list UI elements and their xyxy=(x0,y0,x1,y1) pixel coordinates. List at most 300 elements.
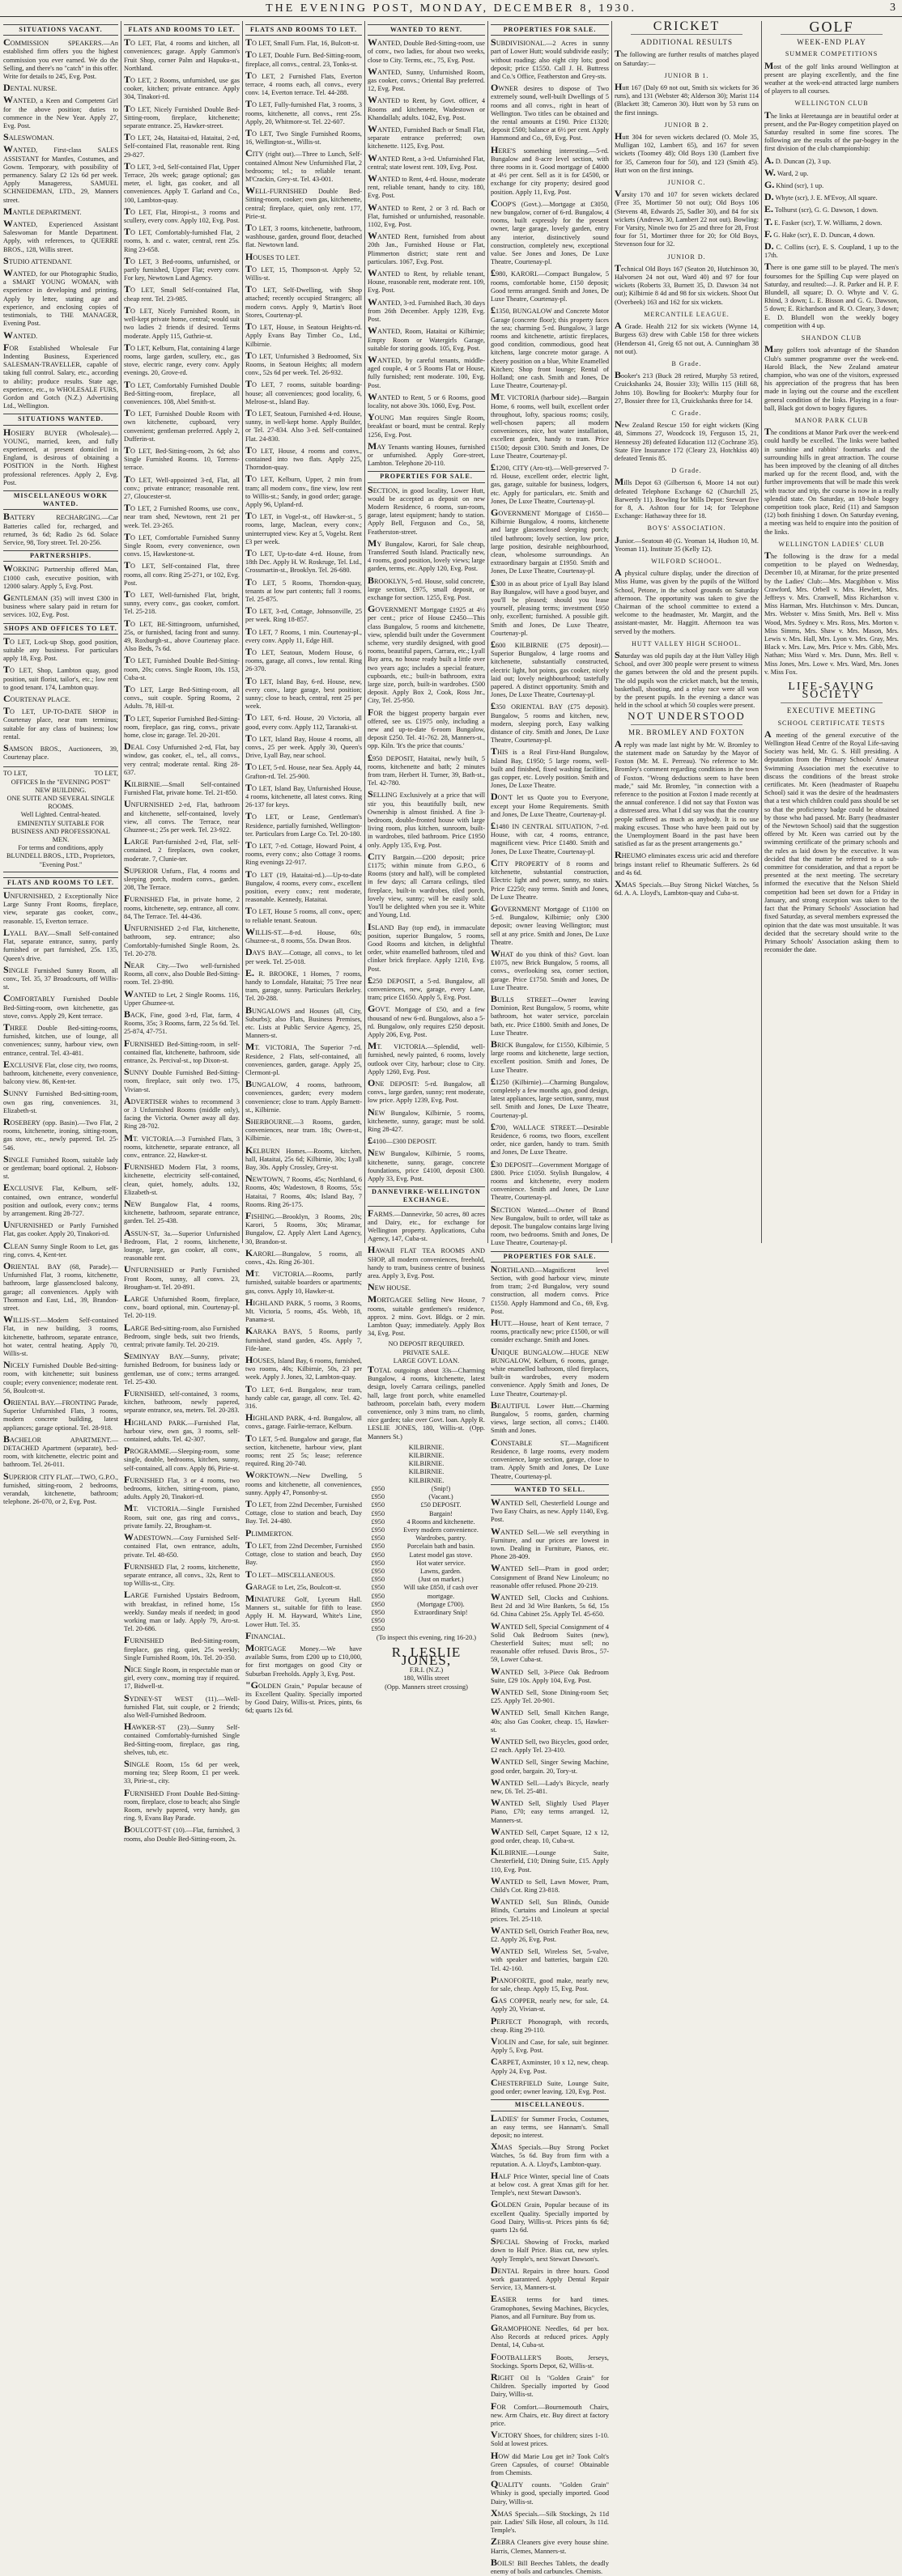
listing-line: Every modern convenience. xyxy=(401,1526,482,1534)
classified-ad: TO LET, House, in Seatoun Heights-rd. Apply Evans Bay Timber Co., Ltd., Kilbirnie. xyxy=(245,322,362,349)
classified-ad: GARAGE to Let, 25s, Boulcott-st. xyxy=(245,1582,362,1592)
classified-ad: FURNISHED Flat, 2 rooms, kitchenette, separate entrance, all convs., 32s, Rent to top Willis-st., City. xyxy=(124,1562,240,1589)
article-subheading: WELLINGTON CLUB xyxy=(764,100,899,108)
classified-ad: SUNNY Furnished Bed-sitting-room, own gas ring, conveniences. 31, Elizabeth-st. xyxy=(3,1089,118,1115)
classified-ad: TO LET, 24s, Hataitai-rd, Hataitai, 2-rd, Self-contained Flat, reasonable rent. Ring 29-827. xyxy=(124,133,240,159)
classified-ad: GOVERNMENT Mortgage of £1100 on 5-rd. Bungalow, Kilbirnie; only £300 deposit; owner leaving Wellington; must sell at any price. Smith and Jones, De Luxe Theatre. xyxy=(491,904,609,947)
classified-ad: CLEAN Sunny Single Room to Let, gas ring, convs. 4, Kent-ter. xyxy=(3,1241,118,1259)
classified-ad: RHEUMO eliminates excess uric acid and therefore brings instant relief to Rheumatic Sufferers. 2s 6d and 4s 6d. xyxy=(615,851,759,877)
ad-list xyxy=(491,38,609,1247)
classified-ad: TO LET, or Lease, Gentleman's Residence, partially furnished, Wellington-ter. Particulars from Large Co. Tel. 20-180. xyxy=(245,812,362,838)
classified-ad: SECTION, in good locality, Lower Hutt, would be accepted as deposit on new Modern Residence, 6 rooms, sun-room, garage, latest equipment; handy to station. Apply Bell, Ferguson and Co., 58, Featherston-street. xyxy=(368,486,485,537)
results-subheading: B Grade. xyxy=(615,360,759,368)
classified-ad: FINANCIAL. xyxy=(245,1632,362,1641)
classified-ad: WANTED Sell, Wireless Set, 5-valve, with speaker and batteries, bargain £20. Tel. 42-160. xyxy=(491,1946,609,1973)
classified-ad: TO LET, Flat, 4 rooms and kitchen, all conveniences; garage. Apply Gammon's Fruit Shop, corner Palm and Hapuku-st., Northland. xyxy=(124,38,240,73)
classified-ad: SUBDIVISIONAL.—2 Acres in sunny part of Lower Hutt; would subdivide easily; without roading; also eight city lots; good deposit; price £1550. Call J. H. Buttress and Co.'s Office, Featherston and Grey-sts. xyxy=(491,38,609,81)
page-number: 3 xyxy=(890,2,896,15)
column-golf xyxy=(764,21,899,1243)
classified-ad: WHAT do you think of this? Govt. loan £1075, new Brick Bungalow, 5 rooms, all convs., overlooking sea, corner section, garage. Price £1750. Smith and Jones, De Luxe Theatre. xyxy=(491,949,609,992)
classified-ad: TO LET, Comfortably-furnished Flat, 2 rooms, h. and c. water, central, rent 25s. Ring 23-658. xyxy=(124,227,240,254)
classified-ad: FURNISHED Modern Flat, 3 rooms, kitchenette, electricity self-contained, clean, quiet, homely, adults. 132, Elizabeth-st. xyxy=(124,1162,240,1197)
listing-line: Hot water service. xyxy=(401,1560,482,1568)
classified-ad: UNFURNISHED 2-rd, Flat, bathroom and kitchenette, self-contained, lovely view, all convs. The Terrace, near Ghuznee-st.; 25s per week. Tel. 23-922. xyxy=(124,800,240,834)
classified-ad: £600 KILBIRNIE (£75 deposit).—Superior Bungalow, 4 large rooms and kitchenette, substantially constructed, electric light, hot points, gas cooker, nicely laid out; lovely neighbourhood; tastefully papered. A distinct opportunity. Smith and Jones, De Luxe Theatre, Courtenay-pl. xyxy=(491,640,609,699)
classified-ad: £30 DEPOSIT—Government Mortgage of £800. Price £1050. Stylish Bungalow, 4 rooms and kitchenette, every modern convenience. Smith and Jones, De Luxe Theatre, Courtenay-pl. xyxy=(491,1160,609,1203)
classified-ad: TO LET, 3-rd, Self-contained Flat, Upper Terrace, 20s week; garage optional; gas meter, el. light, gas cooker, and all conveniences. Apply T. Garland and Co., 100, Lambton-quay. xyxy=(124,162,240,205)
classified-ad: TO LET, Small Furn. Flat, 16, Bulcott-st. xyxy=(245,38,362,48)
listing-line: £950 xyxy=(372,1551,396,1560)
classified-ad: GOVT. Mortgage of £50, and a few thousand of new 6-rd. Bungalows, also a 5-rd. Bungalow, only requires £250 deposit. Apply 206, Evg. Post. xyxy=(368,1004,485,1039)
kilbirnie-listing xyxy=(368,1444,485,1691)
classified-ad: SUPERIOR CITY FLAT.—TWO, G.P.O., furnished, sitting-room, 2 bedrooms, verandah, kitchenette, bathroom; telephone. 26-070, or 2, Evg. Post. xyxy=(3,1472,118,1507)
section-heading: SHOPS AND OFFICES TO LET. xyxy=(3,623,118,634)
classified-ad: TO LET, Self-Dwelling, with Shop attached; recently occupied Strangers; all modern convs. Apply 9, Martin's Boot Stores, Courtenay-pl. xyxy=(245,285,362,320)
classified-ad: WANTED Sell, Sun Blinds, Outside Blinds, Curtains and Linoleum at special prices. Tel. 25-110. xyxy=(491,1897,609,1924)
classified-ad: CARPET, Axminster, 10 x 12, new, cheap. Apply 24, Evg. Post. xyxy=(491,2057,609,2075)
classified-ad: MY Bungalow, Karori, for Sale cheap, Transferred South Island. Practically new, 4 rooms, good position, lovely views; large garden, terms, etc. Apply 120, Evg. Post. xyxy=(368,539,485,574)
golf-subtitle: WEEK-END PLAY xyxy=(764,38,899,46)
classified-ad: WANTED, Experienced Assistant Saleswoman for Mantle Department. Apply, with references, to QUERRE BROS., 128, Willis street. xyxy=(3,219,118,254)
ad-list xyxy=(491,1498,609,1845)
section-heading: MISCELLANEOUS. xyxy=(491,2099,609,2111)
listing-line: £950 xyxy=(372,1518,396,1526)
classified-ad: FURNISHED Bed-Sitting-room, in self-contained flat, kitchenette, bathroom, side entrance, 2s. Percival-st., top Dixon-st. xyxy=(124,1039,240,1066)
column-rule xyxy=(364,21,365,1243)
classified-ad: WANTED, First-class SALES ASSISTANT for Mantles, Costumes, and Gowns. Temporary, with possibility of permanency. Salary £2 12s 6d per week. Apply Manageress, SAMUEL SCHNEIDEMAN, LTD., 29, Manners street. xyxy=(3,145,118,204)
classified-ad: EXCLUSIVE Flat, close city, two rooms, bathroom, kitchenette, every convenience, balcony view. 86, Kent-ter. xyxy=(3,1060,118,1087)
section-heading: MISCELLANEOUS WORK WANTED. xyxy=(3,490,118,510)
cricket-title: CRICKET xyxy=(615,23,759,31)
classified-ad: COURTENAY PLACE. xyxy=(3,694,118,704)
to-let-right: TO LET, xyxy=(94,770,118,778)
classified-ad: NEAR City.—Two well-furnished Rooms, all conv., also Double Bed-Sitting-room. Tel. 23-890. xyxy=(124,961,240,987)
section-heading: FLATS AND ROOMS TO LET. xyxy=(3,877,118,889)
article-text: Most of the golf links around Wellington at present are playing excellently, and the fine weather at the week-end attracted large numbers of players to all courses. xyxy=(764,62,899,96)
ad-list xyxy=(3,564,118,619)
classified-ad: HOUSES, Island Bay, 6 rooms, furnished, two rooms, 40s; Kilbirnie, 50s, 23 per week. Apply J. Jones, 32, Lambton-quay. xyxy=(245,1356,362,1382)
classified-ad: WANTED to Rent, 4-rd. House, moderate rent, reliable tenant, handy to city. 180, Evg. Post. xyxy=(368,174,485,201)
listing-line: £950 xyxy=(372,1485,396,1493)
classified-ad: KARAKA BAYS, 5 Rooms, partly furnished, stand garden, 45s. Apply 7, Fife-lane. xyxy=(245,1326,362,1353)
results-subheading: C Grade. xyxy=(615,410,759,418)
classified-ad: TO LET (19, Hataitai-rd.).—Up-to-date Bungalow, 4 rooms, every conv., excellent position, every conv.; rent moderate, reasonable. Kennedy, Hataitai. xyxy=(245,870,362,905)
listing-line: KILBIRNIE. xyxy=(368,1452,485,1460)
ad-list xyxy=(3,38,118,410)
section-heading: WANTED TO SELL. xyxy=(491,1484,609,1496)
classified-ad: WANTED to Rent, 2 or 3 rd. Bach or Flat, furnished or unfurnished, reasonable. 1102, Evg. Post. xyxy=(368,203,485,230)
classified-ad: FURNISHED Front Double Bed-Sitting-room, fireplace, close to beach; also Single Room, newly papered, very handy, gas ring. 9, Evans Bay Parade. xyxy=(124,1789,240,1823)
classified-ad: BRICK Bungalow, for £1550, Kilbirnie, 5 large rooms and kitchenette, large section, excellent position. Smith and Jones, De Luxe Theatre. xyxy=(491,1040,609,1075)
offices-line: For terms and conditions, apply BLUNDELL BROS., LTD., Proprietors, "Evening Post." xyxy=(3,844,118,869)
classified-ad: WANTED to Rent, by reliable tenant, House, reasonable rent, moderate rent. 109, Evg. Post. xyxy=(368,269,485,295)
classified-ad: BACK, Fine, good 3-rd, Flat, farm, 4 Rooms, 35s; 3 Rooms, farm, 22 5s 6d. Tel. 25-874, 47-751. xyxy=(124,1010,240,1037)
classified-ad: WORKTOWN.—New Dwelling, 5 rooms and kitchenette, all conveniences, sunny. Apply 47, Ponsonby-st. xyxy=(245,1470,362,1497)
classified-ad: GOLDEN Grain, Popular because of its excellent Quality. Specially imported by Good Dairy, Willis-st. Prices pints 6s 6d; quarts 12s 6d. xyxy=(491,2200,609,2234)
results-text: Hutt 167 (Daly 69 not out, Smith six wickets for 36 runs), and 131 (Webster 48; Alderson 30); Marist 114 (Blackett 38; Cameron 30). Hutt won by 53 runs on the first innings. xyxy=(615,83,759,117)
to-let-left: TO LET, xyxy=(3,770,28,778)
column-flats-houses xyxy=(245,21,362,1243)
classified-ad: TO LET, 7-rd. Cottage, Howard Point, 4 rooms, every conv.; also Cottage 3 rooms. Ring evenings 22-917. xyxy=(245,841,362,868)
listing-line: 4 Rooms and kitchenette. xyxy=(401,1518,482,1526)
classified-ad: TO LET, in Vogel-st., off Hawker-st., 5 rooms, large, Maclean, every conv.; uninterrupted view. Key at 5, Vogelst. Rent £3 per week. xyxy=(245,511,362,546)
classified-ad: ASSUN-ST, 3a.—Superior Unfurnished Bedroom, Flat, 2 rooms, kitchenette, lounge, large, gas cooker, all conv., reasonable rent. xyxy=(124,1229,240,1263)
results-subheading: JUNIOR C. xyxy=(615,179,759,187)
classified-ad: UNFURNISHED or Partly Furnished Flat, gas cooker. Apply 20, Tinakori-rd. xyxy=(3,1220,118,1238)
article-text: There is one game still to be played. The men's foursomes for the Spilling Cup were played on Saturday, and resulted:—J. R. Parker and H. P. F. Blundell, all square; D. O. Whyte and V. G. Rhind, 3 down; L. E. Bisson and G. G. Dawson, 5 down; E. Richardson and R. O. Cleary, 3 down; E. D. Blundell won the weekly bogey competition with 4 up. xyxy=(764,262,899,330)
classified-ad: TO LET, 3-rd, Cottage, Johnsonville, 25 per week. Ring 18-857. xyxy=(245,606,362,624)
classified-ad: CITY (right out).—Three to Lunch, Self-contained Almost New Unfurnished Flat, 2 bedrooms; tel.; to reliable tenant. M'Crackin, Grey-st. Tel. 43-001. xyxy=(245,149,362,184)
column-rule xyxy=(242,21,243,1243)
classified-ad: £4100—£300 DEPOSIT. xyxy=(368,1136,485,1146)
results-text: Mills Depot 63 (Gilbertson 6, Moore 14 not out) defeated Telephone Exchange 62 (Churchill 25, Barwertly 11). Bowling for Mills Depot: Stewart five for 8, A. Ashton four for 14; for Telephone Exchange: Hathaway three for 18. xyxy=(615,477,759,520)
listing-line: £950 xyxy=(372,1560,396,1568)
classified-ad: TO LET, Kelburn, Flat, containing 4 large rooms, large garden, scullery, etc., gas stove, electric range, every conv. Apply evenings. 20, Grove-rd. xyxy=(124,343,240,378)
results-subheading: D Grade. xyxy=(615,467,759,475)
classified-ad: XMAS Specials.—Silk Stockings, 2s 11d pair. Ladies' Silk Hose, all colours, 3s 11d. Temple's. xyxy=(491,2509,609,2536)
classified-ad: WANTED, a Keen and Competent Girl for the above position; duties to commence in the New Year. Apply 27, Evg. Post. xyxy=(3,95,118,130)
article-text: A physical culture display, under the direction of Miss Hume, was given by the pupils of the Wilford School, Petone, in the school grounds on Saturday afternoon. The opportunity was taken to give the Chairman of the school committee to extend a welcome to the headmaster, Mr. Margitt, and the assistant-master, Mr. Haggitt. Afternoon tea was served by the mothers. xyxy=(615,568,759,636)
classified-ad: D. C. Collins (scr), E. S. Coupland, 1 up to the 17th. xyxy=(764,242,899,260)
classified-ad: TO LET, House 5 rooms, all conv., open; to reliable tenant. Seatoun. xyxy=(245,906,362,924)
classified-ad: NEW HOUSE. xyxy=(368,1283,485,1292)
classified-ad: FOR the biggest property bargain ever offered, see us. £1975 only, including a new and up-to-date 6-room Bungalow, deposit £250. Tel. 41-762. 28, Manners-st., opp. Kiln. 'It's the price that counts.' xyxy=(368,708,485,751)
classified-ad: TO LET, Flat, Hiropi-st., 3 rooms and scullery, every conv. Apply 102, Evg. Post. xyxy=(124,207,240,225)
classified-ad: THIS is a Real First-Hand Bungalow, Island Bay, £1950; 5 large rooms, well-built and finished, fixed washing facilities, gas copper, etc. Lovely position. Smith and Jones, De Luxe Theatre. xyxy=(491,747,609,790)
classified-ad: FURNISHED Flat, 3 or 4 rooms, two bedrooms, kitchen, sitting-room, piano, adults. Apply 20, Tinakori-rd. xyxy=(124,1475,240,1502)
article-subheading: SCHOOL CERTIFICATE TESTS xyxy=(764,719,899,728)
classified-ad: TO LET, Nicely Furnished Room, in well-kept private home, central; would suit two ladies 2 friends if desired. Terms moderate. Apply 115, Guthrie-st. xyxy=(124,306,240,341)
listing-line: £950 xyxy=(372,1601,396,1609)
classified-ad: MT. VICTORIA.—Splendid, well-furnished, newly painted, 6 rooms, lovely outlook over City, harbour; close to City. Apply 1260, Evg. Post. xyxy=(368,1042,485,1076)
classified-ad: TO LET, Nicely Furnished Double Bed-Sitting-room, fireplace, kitchenette; separate entrance. 25, Hawker-street. xyxy=(124,104,240,131)
classified-ad: SECTION Wanted.—Owner of Brand New Bungalow, built to order, will take as deposit. The bungalow contains large living room, two bedrooms. Smith and Jones, De Luxe Theatre, Courtenay-pl. xyxy=(491,1205,609,1248)
classified-ad: TO LET, Superior Furnished Bed-Sitting-room, fireplace, gas ring, convs., private home, close in; garage. Tel. 20-201. xyxy=(124,714,240,741)
classified-ad: COOP'S (Govt.).—Mortgage at £3050, new bungalow, corner of 6-rd. Bungalow, 4 rooms, built expressly for the present owner, large garage, lovely garden, entry any interior, distinctively sound construction, completely new, exceptional value. See Jones and Jones, De Luxe Theatre, Courtenay-pl. xyxy=(491,199,609,267)
classified-ad: TO LET, 3 Bed-rooms, unfurnished, or partly furnished, Upper Flat; every conv. For key, Newtown Land Agency. xyxy=(124,257,240,283)
classified-ad: TO LET, 5 Rooms, Thorndon-quay, tenants at low part contents; full 3 rooms. Tel. 25-875. xyxy=(245,578,362,605)
headline: NOT UNDERSTOOD xyxy=(615,712,759,720)
column-cricket xyxy=(615,21,759,1243)
classified-ad: NICE Single Room, in respectable man or girl, every conv., morning tray if required. 17, Bidwell-st. xyxy=(124,1665,240,1691)
cricket-subtitle: ADDITIONAL RESULTS xyxy=(615,38,759,46)
classified-ad: ZEBRA Cleaners give every house shine. Harris, Clemes, Manners-st. xyxy=(491,2537,609,2555)
classified-ad: KILBIRNIE.—Small Self-contained Furnished Flat, private home. Tel. 21-850. xyxy=(124,779,240,797)
offices-to-let-ad xyxy=(3,766,118,872)
article-subheading: MANOR PARK CLUB xyxy=(764,417,899,425)
classified-ad: WANTED Sell, Small Kitchen Range, 40s; also Gas Cooker, cheap. 15, Hawker-st. xyxy=(491,1708,609,1734)
section-heading: PROPERTIES FOR SALE. xyxy=(368,471,485,482)
classified-ad: £700, WALLACE STREET.—Desirable Residence, 6 rooms, two floors, excellent order, nice garden, handy to tram. Smith and Jones, De Luxe Theatre. xyxy=(491,1122,609,1157)
classified-ad: MT. VICTORIA (harbour side).—Bargain Home, 6 rooms, well built, excellent order throughout, lofty, spacious rooms; cosily, well-chosen papers; all modern conveniences, nice, hot water installation, excellent garden, handy to tram. Price £1500; deposit £300. Smith and Jones, De Luxe Theatre, Courtenay-pl. xyxy=(491,393,609,460)
article-text: Saturday was old pupils day at the Hutt Valley High School, and over 300 people were present to witness the games between the old and the present pupils. The old pupils won the cricket match, but the tennis, basketball, shooting, and a relay race were all won by the present pupils. In the evening a dance was held in the school at which 50 couples were present. xyxy=(615,651,759,710)
classified-ad: MANTLE DEPARTMENT. xyxy=(3,207,118,217)
classified-ad: NEW Bungalow, Kilbirnie, 5 rooms, kitchenette, sunny, garage; must be sold. Ring 28-427. xyxy=(368,1108,485,1135)
listing-line: £50 DEPOSIT. xyxy=(401,1501,482,1509)
classified-ad: TO LET, Unfurnished 3 Bedroomed, Six Rooms, in Seatoun Heights; all modern conv., 52s 6d per week. Tel. 26-932. xyxy=(245,351,362,378)
classified-ad: EXCLUSIVE Flat, Kelburn, self-contained, own entrance, wonderful position and outlook, every conv.; terms by arrangement. Ring 28-727. xyxy=(3,1183,118,1218)
classified-ad: ONE DEPOSIT: 5-rd. Bungalow, all convs., large garden, sunny; rent moderate, low price. Apply 1239, Evg. Post. xyxy=(368,1079,485,1106)
ad-list xyxy=(245,38,362,1715)
agent-address: (Opp. Manners street crossing) xyxy=(368,1683,485,1691)
classified-ad: TO LET—MISCELLANEOUS. xyxy=(245,1570,362,1580)
classified-ad: DON'T let us Quote you to Everyone, except your Home Requirements. Smith and Jones, De Luxe Theatre, Courtenay-pl. xyxy=(491,792,609,819)
classified-ad: CITY Bargain.—£200 deposit; price £1175; within minute from G.P.O., 6 Rooms (story and half), will be completed in few days; all Carrara ceilings, tiled fireplace, built-in wardrobes, tiled porch, lovely view, sunny; will be easily sold. You'll be delighted when you see it. White and Young, Ltd. xyxy=(368,852,485,920)
classified-ad: MT. VICTORIA, The Superior 7-rd. Residence, 2 Flats, self-contained, all conveniences, garden, garage. Apply 25, Clermont-pl. xyxy=(245,1042,362,1077)
listing-line: £950 xyxy=(372,1568,396,1576)
golf-title: GOLF xyxy=(764,23,899,31)
classified-ad: FURNISHED Flat, in private home, 2 rooms, kitchenette, sep. entrance, all conv. 84, The Terrace. Tel. 44-436. xyxy=(124,894,240,921)
classified-ad: SYDNEY-ST WEST (11).—Well-furnished Flat, suit couple, or 2 friends; also Well-Furnished Bedroom. xyxy=(124,1694,240,1721)
classified-ad: FISHING.—Brooklyn, 3 Rooms, 20s; Karori, 5 Rooms, 30s; Miramar, Bungalow, £2. Apply Alert Land Agency, 30, Brandon-st. xyxy=(245,1212,362,1246)
results-text: New Zealand Rescue 150 for eight wickets (King 48, Simmons 27, Woodcock 19, Ferguson 15, 21, Hennessy 28) defeated Education 112 (Cochrane 35). State Fire Insurance 172 (Cleary 23, Hotchkiss 40) defeated Tennis 85. xyxy=(615,420,759,463)
listing-line: Wardrobes, pantry. xyxy=(401,1534,482,1543)
headline: LIFE-SAVING SOCIETY xyxy=(764,683,899,699)
classified-ad: TO LET, from 22nd December, Furnished Cottage, close to station and beach, Day Bay. Tel. 24-480. xyxy=(245,1500,362,1526)
classified-ad: WANTED Rent, a 3-rd. Unfurnished Flat, central; state lowest rent. 109, Evg. Post. xyxy=(368,154,485,172)
agent-reg: F.R.I. (N.Z.) xyxy=(368,1666,485,1674)
ad-list xyxy=(124,38,240,1844)
classified-ad: WANTED, Double Bed-Sitting-room, use of conv., two ladies, for about two weeks, close to City. Terms, etc., 75, Evg. Post. xyxy=(368,38,485,65)
section-heading: FLATS AND ROOMS TO LET. xyxy=(245,24,362,36)
classified-ad: TO LET, Island Bay, House 4 rooms, all convs., 25 per week. Apply 30, Queen's Drive, Lyall Bay, near school. xyxy=(245,734,362,761)
ad-list xyxy=(368,38,485,468)
classified-ad: £1480 IN CENTRAL SITUATION, 7-rd. House, with car, 4 rooms, entrance, magnificent view. Price £1480. Smith and Jones, De Luxe Theatre, Courtenay-pl. xyxy=(491,821,609,856)
listing-line: £950 xyxy=(372,1534,396,1543)
classified-ad: TO LET, from 22nd December, Furnished Cottage, close to station and beach, Day Bay. xyxy=(245,1541,362,1568)
results-subheading: MERCANTILE LEAGUE. xyxy=(615,311,759,319)
results-subheading: JUNIOR B 2. xyxy=(615,121,759,129)
listing-line: Will take £850, if cash over mortgage. xyxy=(401,1584,482,1600)
classified-ad: TO LET, 3 rooms, kitchenette, bathroom, washhouse, garden, ground floor, detached flat. Newtown land. xyxy=(245,223,362,250)
classified-ad: OWNER desires to dispose of Two extremely sound, well-built Dwellings of 5 rooms and all convs., right in heart of Wellington. Two titles can be obtained and the rental amounts at £190. Price £1320; deposit £500; balance at 6½ per cent. Apply Hammond and Co., 69, Evg. Post. xyxy=(491,83,609,142)
classified-ad: UNIQUE BUNGALOW.—HUGE NEW BUNGALOW, Kelburn, 6 rooms, garage, white enamelled bathroom, tiled fireplaces, built-in wardrobes, every modern convenience. Apply Smith and Jones, De Luxe Theatre, Courtenay-pl. xyxy=(491,1347,609,1398)
ad-list xyxy=(491,1265,609,1481)
classified-ad: LARGE Part-furnished 2-rd, Flat, self-contained, 2 fireplaces, own cooker, moderate. 7, Clunie-ter. xyxy=(124,837,240,864)
classified-ad: VIOLIN and Case, for sale, suit beginner. Apply 5, Evg. Post. xyxy=(491,2037,609,2055)
classified-ad: £250 DEPOSIT, a 5-rd. Bungalow, all conveniences, new, garage, every Lane, tram; price £1650. Apply 5, Evg. Post. xyxy=(368,976,485,1003)
classified-ad: DAYS BAY.—Cottage, all convs., to let per week. Tel. 25-018. xyxy=(245,948,362,965)
classified-ad: TO LET, Furnished Double Room with own kitchenette, cupboard, very convenient; gentleman preferred. Apply 2, Dufferin-st. xyxy=(124,409,240,443)
classified-ad: TO LET, Kelburn, Upper, 2 min from tram; all modern conv., fine view, low rent to Willis-st.; Sandy, in good order; garage. Apply 96, Upland-rd. xyxy=(245,474,362,509)
ad-list xyxy=(3,637,118,762)
classified-ad: WANTED Sell, Chesterfield Lounge and Two Easy Chairs, as new. Apply 1140, Evg. Post. xyxy=(491,1498,609,1525)
classified-ad: SHERBOURNE.—3 Rooms, garden, conveniences, near tram. 18s; Owen-st., Kilbirnie. xyxy=(245,1117,362,1144)
headline-sub: EXECUTIVE MEETING xyxy=(764,707,899,715)
listing-line: (Just on market.) xyxy=(401,1576,482,1584)
classified-ad: TO LET, 6-rd. Bungalow, near tram, handy cable car, garage, all conv. Tel. 42-316. xyxy=(245,1385,362,1411)
classified-ad: CHESTERFIELD Suite, Lounge Suite, good order; owner leaving. 120, Evg. Post. xyxy=(491,2078,609,2096)
listing-body: TOTAL outgoings about 33s—Charming Bungalow, 4 rooms, kitchenette, latest design, lovely Carrara ceilings, panelled hall, large front porch, white enamelled bathroom, porcelain bath, every modern convenience, only 3 mins tram, no climb, nice garden; take over Govt. loan. Apply R. LESLIE JONES, 180, Willis-st. (Opp. Manners St.) xyxy=(368,1365,485,1441)
classified-ad: TO LET, 2 Furnished Rooms, use conv., near tram shed, Newtown, rent 21 per week. Tel. 23-265. xyxy=(124,503,240,530)
listing-line: £950 xyxy=(372,1526,396,1534)
results-subheading: JUNIOR D. xyxy=(615,253,759,261)
classified-ad: TO LET, Two Single Furnished Rooms, 16, Wellington-st., Willis-st. xyxy=(245,129,362,146)
private-sale-line: PRIVATE SALE. xyxy=(368,1349,485,1357)
classified-ad: GRAMOPHONE Needles, 6d per box. Also Records at reduced prices. Apply Dental, 14, Cuba-st. xyxy=(491,2323,609,2350)
article-text: The following is the draw for a medal competition to be played on Wednesday, December 10, at Miramar, for the prize presented by the Ladies' Club:—Mrs. Macgibbon v. Miss Crawford, Mrs. Orbell v. Mrs. Hewlett, Mrs. Jeffreys v. Mrs. Cranwell, Miss Richardson v. Miss Harman, Mrs. Hutchinson v. Mrs. Duncan, Mrs. Webster v. Miss Smith, Mrs. Bell v. Miss Wood, Mrs. Sydney v. Mrs. Ross, Mrs. Morton v. Miss Simms, Mrs. Shaw v. Mrs. Mason, Mrs. Lewis v. Mrs. Hall, Mrs. Lyon v. Mrs. Gray, Mrs. Black v. Mrs. Law, Mrs. Price v. Mrs. Gibb, Mrs. Nathan; Miss Ward v. Mrs. Dunn, Mrs. Bell v. Miss Jones, Mrs. Lowe v. Mrs. Ward, Mrs. Jones v. Miss Fox. xyxy=(764,551,899,677)
classified-ad: MT. VICTORIA.—Rooms, partly furnished, suitable boarders or apartments; gas, convs. Apply 10, Hawker-st. xyxy=(245,1269,362,1296)
classified-ad: CITY PROPERTY of 8 rooms and kitchenette, substantial construction, Electric light and power, sunny, no stairs. Price £2250; easy terms. Smith and Jones, De Luxe Theatre. xyxy=(491,859,609,902)
classified-ad: TO LET, Double Furn. Bed-Sitting-room, fireplace, all convs., central. 23, Tonks-st. xyxy=(245,50,362,68)
classified-ad: ORIENTAL BAY (68, Parade).—Unfurnished Flat, 3 rooms, kitchenette, bathroom, large glassenclosed balcony, garage; all conveniences. Apply with Thomson and East, Ltd., 39, Brandon-street. xyxy=(3,1262,118,1313)
classified-ad: UNFURNISHED or Partly Furnished Front Room, sunny, all convs. 23, Brougham-st. Tel. 20-891. xyxy=(124,1265,240,1292)
classified-ad: NORTHLAND.—Magnificent level Section, with good harbour view, minute from tram; 2-rd Bungalow, very sound construction, all modern convs. Price £1550. Apply Hammond and Co., 69, Evg. Post. xyxy=(491,1265,609,1316)
classified-ad: PERFECT Phonograph, with records, cheap. Ring 29-110. xyxy=(491,2017,609,2035)
classified-ad: LARGE Furnished Upstairs Bedroom, with breakfast, in refined home, 15s weekly. Sunday meals if needed; in good working man or lady. Apply 79, Aro-st. Tel. 20-686. xyxy=(124,1590,240,1633)
classified-ad: GOVERNMENT Mortgage of £1650—Kilbirnie Bungalow, 4 rooms, kitchenette and large glassenclosed sleeping porch; tiled bathroom; lovely section, low price, large position, desirable neighbourhood, clean, wholesome surroundings. An extraordinary bargain at £1950. Smith and Jones, De Luxe Theatre, Courtenay-pl. xyxy=(491,508,609,576)
classified-ad: KARORI.—Bungalow, 5 rooms, all convs., 42s. Ring 26-301. xyxy=(245,1249,362,1267)
classified-ad: HUTT.—House, heart of Kent terrace, 7 rooms, practically new; price £1500, or will consider exchange. Smith and Jones. xyxy=(491,1318,609,1345)
classified-ad: COMMISSION SPEAKERS.—An established firm offers you the highest commission you ever earned. We do the Selling, and there's no "catch" in this offer. Write for details to 245, Evg. Post. xyxy=(3,38,118,81)
classified-ad: WANTED Rent, furnished from about 20th Jan., Furnished House or Flat, Plimmerton district; state rent and particulars. 1067, Evg. Post. xyxy=(368,231,485,266)
article-text: The following are further results of matches played on Saturday:— xyxy=(615,49,759,67)
results-list xyxy=(764,156,899,261)
results-subheading: JUNIOR B 1. xyxy=(615,72,759,80)
article-subheading: WELLINGTON LADIES' CLUB xyxy=(764,541,899,549)
classified-ad: BULLS STREET—Owner leaving Dominion, Rest Bungalow, 5 rooms, white bathroom, hot water service, porcelain bath, etc. Price £1800. Smith and Jones, De Luxe Theatre. xyxy=(491,995,609,1038)
column-rule xyxy=(761,21,762,1243)
headline-sub: MR. BROMLEY AND FOXTON xyxy=(615,728,759,736)
classified-ad: WANTED Sell, Clocks and Cushions. Best 2d and 3d Wire Bankets, 5s 6d, 15s 6d. China Cabinet 25s. Apply Tel. 45-650. xyxy=(491,1593,609,1619)
classified-ad: ISLAND Bay (top end), in immaculate position, superior Bungalow, 5 rooms, Good Rooms and kitchen, in delightful order, white enamelled bathroom, tiled and clinker brick fireplace. Apply 1210, Evg. Post. xyxy=(368,923,485,974)
classified-ad: WANTED Sell, Stone Dining-room Set; £25. Apply Tel. 20-901. xyxy=(491,1687,609,1705)
classified-ad: FURNISHED, self-contained, 3 rooms, kitchen, bathroom, newly papered, separate entrance, sea, meters. Tel. 20-283. xyxy=(124,1389,240,1415)
section-heading: SITUATIONS VACANT. xyxy=(3,24,118,36)
section-heading: PARTNERSHIPS. xyxy=(3,550,118,562)
section-heading: PROPERTIES FOR SALE. xyxy=(491,1251,609,1263)
classified-ad: DEAL Cosy Unfurnished 2-rd, Flat, bay window, gas cooker, el., tel., all convs., very central; moderate rental. Ring 28-637. xyxy=(124,742,240,777)
classified-ad: E. Tolhurst (scr), G. G. Dawson, 1 down. xyxy=(764,205,899,214)
classified-ad: MINIATURE Golf, Lyceum Hall. Manners st., suitable for fifth to lease. Apply H. M. Hayward, White's Line, Lower Hutt. Tel. 35. xyxy=(245,1594,362,1629)
divider xyxy=(631,724,742,725)
classified-ad: TO LET, Fully-furnished Flat, 3 rooms, 3 rooms, kitchenette, all convs., rent 25s. Apply, 20, Whitmore-st. Tel. 22-607. xyxy=(245,100,362,126)
divider xyxy=(781,702,883,703)
listing-line: £950 xyxy=(372,1593,396,1601)
classified-ad: WELL-FURNISHED Double Bed-Sitting-room, cooker; own gas, kitchenette, central; fireplace, quiet, only rent. 177, Pirie-st. xyxy=(245,186,362,221)
classified-ad: WANTED Sell, 3-Piece Oak Bedroom Suite, £29 10s. Apply 104, Evg. Post. xyxy=(491,1667,609,1685)
classified-ad: WILLIS-ST.—Modern Self-contained Flat, in new building, 3 rooms, kitchenette, bathroom, separate entrance, hot water, central heating. Apply 70, Willis-st. xyxy=(3,1315,118,1358)
offices-line: EMINENTLY SUITABLE FOR BUSINESS AND PROFESSIONAL MEN. xyxy=(3,820,118,845)
classified-ad: LYALL BAY.—Small Self-contained Flat, separate entrance, sunny, partly furnished or part furnished, 25s. 135, Queen's drive. xyxy=(3,928,118,963)
classified-ad: HOW did Marie Lou get in? Took Colt's Green Capsules, of course! Obtainable from Chemists. xyxy=(491,2451,609,2478)
classified-ad: SPECIAL Showing of Frocks, marked down to Half Price. Bias cut, new styles. Apply Temple's, next Stewart Dawson's. xyxy=(491,2237,609,2264)
classified-ad: BATTERY RECHARGING.—Car Batteries called for, recharged, and returned, 3s 6d; Radio 2s 6d. Solace Service, 98, Tory street. Tel. 20-256. xyxy=(3,512,118,547)
classified-ad: WANTED Sell, two Bicycles, good order, £2 each. Apply Tel. 23-410. xyxy=(491,1737,609,1755)
classified-ad: BUNGALOW, 4 rooms, bathroom, conveniences, garden; every modern convenience; close to tram. Apply Barnett-st., Kilbirnie. xyxy=(245,1080,362,1114)
classified-ad: MORTGAGE Money.—We have available Sums, from £200 up to £10,000, for first mortgages on good City or Suburban Freeholds. Apply 3, Evg. Post. xyxy=(245,1644,362,1678)
article-text: Many golfers took advantage of the Shandon Club's summer programme over the week-end. Harold Black, the New Zealand amateur champion, who was one of the visitors, expressed his appreciation of the progress that has been made in laying out the course and the excellent general condition of the links. Playing in a four-ball, Black got down to bogey figures. xyxy=(764,345,899,413)
classified-ad: £300 in as about price of Lyall Bay Island Bay Bungalow, will have a good buyer, and you'll be pleased; should you lease yourself, pleasing terms; investment £950 only, excellent; furnished. A possible gift. Smith and Jones, De Luxe Theatre, Courtenay-pl. xyxy=(491,579,609,638)
column-rule xyxy=(487,21,488,1243)
classified-ad: NEW Bungalow, Kilbirnie, 5 rooms, kitchenette, sunny, garage, concrete foundations, price £4100, deposit £300. Apply 33, Evg. Post. xyxy=(368,1148,485,1183)
classified-ad: XMAS Specials.—Buy Strong Pocket Watches, 5s 6d. Buy from firm with a reputation. A. A. Lloyd's, Lambton-quay. xyxy=(491,2142,609,2169)
ad-list xyxy=(368,486,485,1184)
listing-line: Extraordinary Snip! xyxy=(401,1609,482,1617)
listing-line: (Snip!) xyxy=(401,1485,482,1493)
classified-ad: PIANOFORTE, good make, nearly new, for sale, cheap. Apply 15, Evg. Post. xyxy=(491,1975,609,1993)
classified-ad: MT. VICTORIA.—Single Furnished Room, suit one, gas ring and convs., private family. 22, Brougham-st. xyxy=(124,1504,240,1530)
classified-ad: NICELY Furnished Double Bed-sitting-room, with kitchenette; suit business couple; every convenience; moderate rent. 56, Boulcott-st. xyxy=(3,1360,118,1395)
classified-ad: TO LET, Furnished Double Bed-Sitting-room, 20s; convs. Single Room, 10s. 153, Cuba-st. xyxy=(124,656,240,682)
classified-ad: CONSTABLE ST.—Magnificent Residence, 8 large rooms, every modern convenience, large section, garage, close to tram. Apply Smith and Jones, De Luxe Theatre, Courtenay-pl. xyxy=(491,1438,609,1481)
classified-ad: SEMINYAY BAY.—Sunny, private; furnished Bedroom, for business lady or gentleman, use of conv.; terms arranged. Tel. 25-430. xyxy=(124,1352,240,1386)
newspaper-title: THE EVENING POST, MONDAY, DECEMBER 8, 1930. xyxy=(0,2,902,15)
ad-list xyxy=(491,1848,609,2096)
agent-name: R. LESLIE JONES, xyxy=(368,1649,485,1665)
classified-ad: MORTGAGEE Selling New House, 7 rooms, suitable gentlemen's residence, approx. 2 mins. Govt. Bldgs. or 2 min. Lambton Quay; immediately. Apply Box 34, Evg. Post. xyxy=(368,1295,485,1338)
classified-ad: QUALITY counts. "Golden Grain" Whisky is good, specially imported. Good Dairy, Willis-st. xyxy=(491,2480,609,2506)
classified-ad: TO LET, Comfortable Furnished Sunny Single Room, every convenience, own convs. 15, Hawkestone-st. xyxy=(124,533,240,559)
classified-ad: KELBURN Homes.—Rooms, kitchen, hall, Hataitai, 25s 6d; Kilbirnie, 30s; Lyall Bay, 30s. Apply Crossley, Grey-st. xyxy=(245,1146,362,1173)
section-heading: FLATS AND ROOMS TO LET. xyxy=(124,24,240,36)
ad-list xyxy=(3,891,118,1506)
classified-ad: TO LET, Up-to-date 4-rd. House, from 18th Dec. Apply H. W. Roskruge, Tel. Ltd., Crossmartin-st., Brooklyn. Tel. 26-680. xyxy=(245,549,362,575)
classified-ad: ROSEBERY (opp. Basin).—Two Flat, 2 rooms, kitchenette, ironing, sitting-room, gas stove, etc., newly papered. Tel. 25-546. xyxy=(3,1118,118,1152)
classified-ad: TO LET, Shop, Lambton quay, good position, suit florist, tailor's, etc.; low rent to good tenant. 174, Lambton quay. xyxy=(3,665,118,692)
classified-ad: WANTED, for our Photographic Studio, a SMART YOUNG WOMAN, with experience in developing and printing. Apply by letter, stating age and experience, and enclosing copies of testimonials, to THE MANAGER, Evening Post. xyxy=(3,269,118,328)
classified-ad: TO LET, Seatoun, Furnished 4-rd. House, sunny, in well-kept home. Apply Builder, or Tel. 27-834. Also 3-rd. Self-contained Flat. 24-830. xyxy=(245,409,362,443)
classified-ad: HIGHLAND PARK, 5 rooms, 3 Rooms, Mt. Victoria, 5 rooms, 45s. Webb, 18, Panama-st. xyxy=(245,1298,362,1325)
article-text: A reply was made last night by Mr. W. Bromley to the statement made on Saturday by the Mayor of Foxton (Mr. M. E. Perreau). 'No reference to Mr. Bromley's comment regarding conditions in the town of Foxton. "Wrong deductions seem to have been made," said Mr. Bromley, "in connection with a reference to the position at Foxton I made recently at the annual conference. I did not say that Foxton was a distressed area. What I did say was that the country people suffered as much as anybody. It is no use making excuses. Those who have been paid out by the Unemployment Board in the past have been satisfied as far as the present arrangements go." xyxy=(615,740,759,849)
classified-ad: PLIMMERTON. xyxy=(245,1529,362,1538)
classified-ad: SALESWOMAN. xyxy=(3,133,118,142)
classified-ad: £350 ORIENTAL BAY (£75 deposit). Bungalow, 5 rooms and kitchen, new, modern, sleeping porch, Easy walking distance of city. Smith and Jones, De Luxe Theatre, Courtenay-pl. xyxy=(491,702,609,745)
classified-ad: FOR Established Wholesale Fur Indenting Business, Experienced SALESMAN-TRAVELLER, capable of taking full control. Salary, etc., according to ability; produce results. State age, experience, etc., to WHOLESALE FURS, Gordon and Gotch (N.Z.) Advertising Ltd., Wellington. xyxy=(3,343,118,411)
column-wanted-rent xyxy=(368,21,485,1243)
article-text: A meeting of the general executive of the Wellington Head Centre of the Royal Life-saving Society was held, Mr. G. S. Hill presiding. A deputation from the Primary Schools' Amateur Swimming Association met the executive to discuss the conditions of the breast stroke certificates. Mr. Keen (headmaster of Ruapehu School) said it was the desire of the headmasters that a test which children could pass should be set so that the proficiency badge could be obtained by those who had passed. Mr. Barry (headmaster of the Newtown School) said that the suggestion offered by Mr. Keen was carried out by the swimming certificate of the primary schools and the rules as laid down by the executive. It was decided that the matter be referred to a sub-committee for consideration, and that a report be presented at the next meeting. The secretary informed the executive that the Nelson Shield competition had been set down for a Friday in January, and strong exception was taken to the fact that the Primary Schools' Association had fixed Saturday, as several members expressed the opinion that the date was most unsuitable. It was decided that the secretary should write to the Primary Schools' Association asking them to reconsider the date. xyxy=(764,730,899,954)
classified-ad: WANTED Sell, Special Consignment of 4 Solid Oak Bedroom Suites (new), Chesterfield Suites; must sell; no reasonable offer refused. Davis Bros., 57-59, Lower Cuba-st. xyxy=(491,1622,609,1665)
price-list xyxy=(372,1485,396,1634)
offices-heading: OFFICES In the "EVENING POST" NEW BUILDING. xyxy=(3,779,118,795)
classified-ad: EASIER terms for hard times. Gramophones, Sewing Machines, Bicycles, Pianos, and all Furniture. Buy from us. xyxy=(491,2294,609,2321)
classified-ad: HERE'S something interesting.—5-rd. Bungalow and 8-acre level section, with three rooms in it. Good mortgage of £4000 at 4½ per cent. Sell as it is for £4500, or exchange for city property; desired good position. Apply 11, Evg. Post. xyxy=(491,146,609,197)
place-list xyxy=(368,1444,485,1485)
classified-ad: TO LET, 5-rd. Bungalow and garage, flat section, kitchenette, harbour view, plant rooms; rent 25 5s; lease; reference required. Ring 20-740. xyxy=(245,1434,362,1469)
results-text: Booker's 213 (Buck 28 retired, Murphy 53 retired, Cruickshanks 24, Bossier 33); Willis 115 (Hill 68, Johns 10). Bowling for Booker's: Murphy four for 27, Bossier three for 13, Cruickshanks three for 14. xyxy=(615,371,759,405)
ad-list xyxy=(491,2114,609,2576)
classified-ad: SAMSON BROS., Auctioneers, 39, Courtenay place. xyxy=(3,744,118,762)
listing-line: Lawns, garden. xyxy=(401,1568,482,1576)
listing-line: £950 xyxy=(372,1625,396,1633)
govt-loan-line: LARGE GOVT. LOAN. xyxy=(368,1357,485,1365)
masthead xyxy=(0,0,902,17)
classified-ad: HOUSES TO LET. xyxy=(245,253,362,262)
article-subheading: BOYS' ASSOCIATION. xyxy=(615,524,759,533)
no-deposit-line: NO DEPOSIT REQUIRED. xyxy=(368,1340,485,1348)
classified-ad: GENTLEMAN (35) will invest £300 in business where salary paid in return for services. 102, Evg. Post. xyxy=(3,593,118,620)
classified-ad: TO LET, 2 Furnished Flats, Everton terrace, 4 rooms each, all convs., every conv. 14, Everton terrace. Tel. 44-288. xyxy=(245,71,362,98)
classified-ad: TO LET, Island Bay, 6-rd. House, new, every conv., large garage, best position; sunny; close to beach, central, rent 25 per week. xyxy=(245,677,362,711)
classified-ad: BROOKLYN, 5-rd. House, solid concrete, large section, £975, small deposit, or exchange for section. 1255, Evg. Post. xyxy=(368,576,485,603)
section-heading: WANTED TO RENT. xyxy=(368,24,485,36)
classified-ad: UNFURNISHED 2-rd Flat, kitchenette, bathroom, sep. entrance; also Comfortably-furnished Single Room, 2s. Tel. 20-278. xyxy=(124,923,240,958)
classified-ad: TO LET, 5-rd. House, near Sea. Apply 44, Grafton-rd. Tel. 25-900. xyxy=(245,762,362,780)
classified-ad: HOSIERY BUYER (Wholesale).—YOUNG, married, keen, and fully experienced, at present domiciled in England, is desirous of obtaining a POSITION in the North. Highest professional references. Apply 2, Evg. Post. xyxy=(3,428,118,487)
classified-ad: D. Whyte (scr), J. E. M'Evoy, All square. xyxy=(764,193,899,202)
classified-ad: TO LET, BE-Sittingroom, unfurnished, 25s, or furnished, facing front and sunny. 49, Roxburgh-st., above Courtenay place. Also Beds, 7s 6d. xyxy=(124,619,240,654)
classified-ad: VICTORY Shoes, for children; sizes 1-10. Sold at lowest prices. xyxy=(491,2430,609,2448)
classified-ad: BACHELOR APARTMENT.—DETACHED Apartment (separate), bed-room, with kitchenette, electric point and bathroom. Tel. 26-011. xyxy=(3,1435,118,1470)
offices-line: ONE SUITE AND SEVERAL SINGLE ROOMS. xyxy=(3,795,118,811)
classified-ad: TO LET, Seatoun, Modern House, 6 rooms, garage, all convs., low rental. Ring 26-370. xyxy=(245,647,362,674)
golf-caps: SUMMER COMPETITIONS xyxy=(764,50,899,58)
article-text: The links at Heretaunga are in beautiful order at present, and the Par-Bogey competition played on Saturday resulted in some fine scores. The following are the results of the par-bogey in the first division of the club championship: xyxy=(764,111,899,154)
classified-ad: WANTED, Sunny, Unfurnished Room, gas cooker, convs.; Oriental Bay preferred. 12, Evg. Post. xyxy=(368,67,485,94)
classified-ad: DENTAL NURSE. xyxy=(3,83,118,93)
offices-line: Well Lighted. Central-heated. xyxy=(3,811,118,819)
classified-ad: £950 DEPOSIT, Hataitai, newly built, 5 rooms, kitchenette and bath; 2 minutes from tram, Herbert H. Turner, 39, Bath-st., Tel. 42-780. xyxy=(368,753,485,788)
